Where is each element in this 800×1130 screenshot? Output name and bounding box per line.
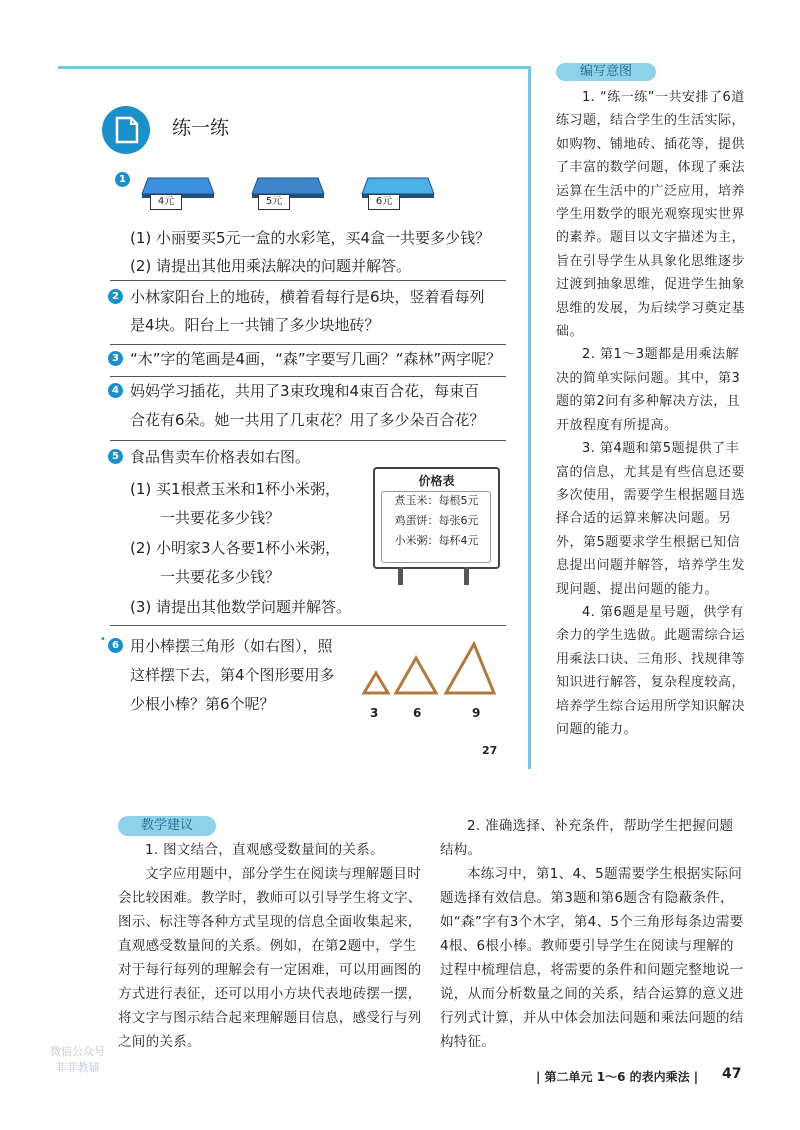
exercise-number-1: 1 <box>115 172 130 187</box>
triangle-1 <box>364 673 388 693</box>
intent-paragraph-1: 1. “练一练”一共安排了6道练习题，结合学生的生活实际，如购物、铺地砖、插花等，提供了丰富的数学问题，体现了乘法运算在生活中的广泛应用，培养学生用数学的眼光观察现实世界的素养。题目以文字描述为主，旨在引导学生从具象化思维逐步过渡到抽象思维，促进学生抽象思维的发展，为后续学习奠定基础。 <box>556 90 746 340</box>
exercise2-line2: 是4块。阳台上一共铺了多少块地砖？ <box>130 316 380 334</box>
price-tag-3: 6元 <box>368 194 400 210</box>
intent-heading: 编写意图 <box>556 63 656 81</box>
section-title: 练一练 <box>172 117 230 139</box>
exercise1-q1: (1) 小丽要买5元一盒的水彩笔，买4盒一共要多少钱？ <box>130 229 491 247</box>
exercise6-line2: 这样摆下去，第4个图形要用多 <box>130 666 335 684</box>
intent-paragraph-3: 3. 第4题和第5题提供了丰富的信息，尤其是有些信息还要多次使用，需要学生根据题目选择合适的运算来解决问题。另外，第5题要求学生根据已知信息提出问题并解答，培养学生发现问题、提出问题的能力。 <box>556 441 746 597</box>
exercise2-line1: 小林家阳台上的地砖，横着看每行是6块，竖着看每列 <box>130 288 485 306</box>
divider <box>110 440 506 441</box>
footer-page-number: 47 <box>722 1066 742 1082</box>
exercise1-q2: (2) 请提出其他用乘法解决的问题并解答。 <box>130 257 412 275</box>
exercise-number-4: 4 <box>108 383 123 398</box>
price-tag-2: 5元 <box>258 194 290 210</box>
footer-unit: | 第二单元 1～6 的表内乘法 | <box>536 1070 699 1084</box>
divider <box>110 280 506 281</box>
triangle-label-3: 9 <box>472 706 481 720</box>
star-mark: • <box>100 634 106 645</box>
exercise6-line1: 用小棒摆三角形（如右图），照 <box>130 637 333 655</box>
exercise5-q2a: (2) 小明家3人各要1杯小米粥， <box>130 539 341 557</box>
suggestions-right-column <box>440 814 746 1054</box>
exercise5-intro: 食品售卖车价格表如右图。 <box>130 448 311 466</box>
intent-paragraph-2: 2. 第1～3题都是用乘法解决的简单实际问题。其中，第3题的第2问有多种解决方法，且开放程度有所提高。 <box>556 347 741 433</box>
exercise-number-3: 3 <box>108 351 123 366</box>
exercise5-q2b: 一共要花多少钱？ <box>160 568 281 586</box>
divider <box>110 625 506 626</box>
price-tag-1: 4元 <box>150 194 182 210</box>
price-table-sign <box>373 467 500 569</box>
intent-body <box>556 86 746 741</box>
suggestion-paragraph-1: 文字应用题中，部分学生在阅读与理解题目时会比较困难。教学时，教师可以引导学生将文字、图示、标注等各种方式呈现的信息全面收集起来，直观感受数量间的关系。例如，在第2题中，学生对于每行每列的理解会有一定困难，可以用画图的方式进行表征，还可以用小方块代表地砖摆一摆，将文字与图示结合起来理解题目信息，感受行与列之间的关系。 <box>118 866 422 1050</box>
watermark <box>50 1044 105 1076</box>
price-row-corn: 煮玉米：每根5元 <box>394 494 479 507</box>
watermark-line-2: 菲菲教辅 <box>55 1061 100 1074</box>
exercise-number-6: 6 <box>108 638 123 653</box>
suggestion-point-1: 1. 图文结合，直观感受数量间的关系。 <box>145 842 384 858</box>
divider <box>110 376 506 377</box>
suggestions-left-column <box>118 838 424 1054</box>
document-icon <box>100 104 152 156</box>
suggestions-heading: 教学建议 <box>118 816 216 836</box>
exercise-number-5: 5 <box>108 449 123 464</box>
student-page-number: 27 <box>482 744 498 757</box>
triangle-3 <box>446 644 494 693</box>
divider <box>110 344 506 345</box>
price-table-title: 价格表 <box>418 474 455 488</box>
triangle-label-2: 6 <box>413 706 422 720</box>
exercise4-line2: 合花有6朵。她一共用了几束花？用了多少朵百合花？ <box>130 411 485 429</box>
watermark-line-1: 微信公众号 <box>50 1045 105 1058</box>
exercise5-q1a: (1) 买1根煮玉米和1杯小米粥， <box>130 480 341 498</box>
price-row-porridge: 小米粥：每杯4元 <box>394 534 479 547</box>
intent-paragraph-4: 4. 第6题是星号题，供学有余力的学生选做。此题需综合运用乘法口诀、三角形、找规律等知识进行解答，复杂程度较高，培养学生综合运用所学知识解决问题的能力。 <box>556 604 746 737</box>
exercise4-line1: 妈妈学习插花，共用了3束玫瑰和4束百合花，每束百 <box>130 382 480 400</box>
exercise3-line1: “木”字的笔画是4画，“森”字要写几画？“森林”两字呢？ <box>130 350 502 368</box>
stick-triangles <box>358 638 498 698</box>
exercise-number-2: 2 <box>108 289 123 304</box>
exercise5-q3: (3) 请提出其他数学问题并解答。 <box>130 598 352 616</box>
triangle-2 <box>396 658 436 693</box>
exercise5-q1b: 一共要花多少钱？ <box>160 509 281 527</box>
exercise6-line3: 少根小棒？第6个呢？ <box>130 695 275 713</box>
price-row-pancake: 鸡蛋饼：每张6元 <box>394 514 479 527</box>
suggestion-paragraph-2: 本练习中，第1、4、5题需要学生根据实际问题选择有效信息。第3题和第6题含有隐蔽条件，如“森”字有3个木字，第4、5个三角形每条边需要4根、6根小棒。教师要引导学生在阅读与理解的过程中梳理信息，将需要的条件和问题完整地说一说，从而分析数量之间的关系，结合运算的意义进行列式计算，并从中体会加法问题和乘法问题的结构特征。 <box>440 866 744 1050</box>
suggestion-point-2: 2. 准确选择、补充条件，帮助学生把握问题结构。 <box>440 818 734 858</box>
sign-post-right <box>464 567 469 585</box>
sign-post-left <box>398 567 403 585</box>
triangle-label-1: 3 <box>370 706 379 720</box>
